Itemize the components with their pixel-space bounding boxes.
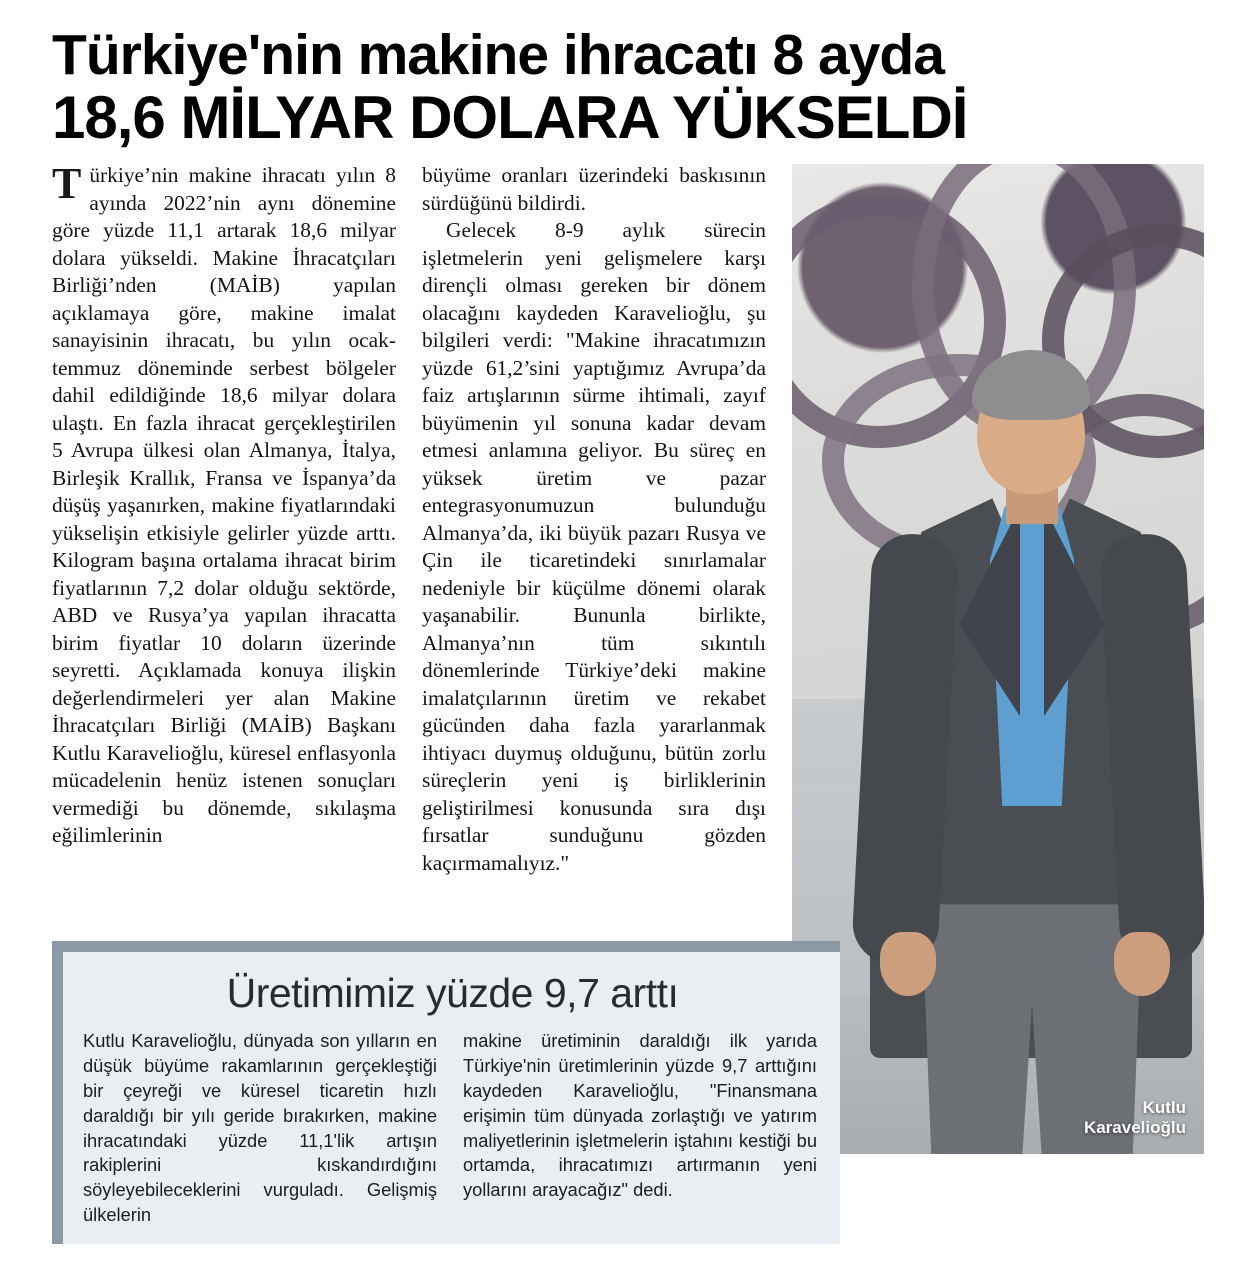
sidebar-box-column-2 [463, 1029, 817, 1228]
drop-cap: T [52, 159, 82, 209]
sidebar-box-columns [83, 1029, 822, 1228]
sidebar-box-text-1: Kutlu Karavelioğlu, dünyada son yılların en düşük büyüme rakamlarının gerçekleştiği bir çeyreği ve küresel ticaretin hızlı daraldığı bir yılı geride bırakırken, makine ihracatındaki yüzde 11,1'lik artışın rakiplerini kıskandırdığını söyleyebileceklerini vurguladı. Gelişmiş ülkelerin [83, 1030, 437, 1226]
article-paragraph [52, 159, 396, 850]
headline-line-2: 18,6 MİLYAR DOLARA YÜKSELDİ [52, 83, 968, 151]
photo-caption-line-1: Kutlu [1142, 1098, 1186, 1118]
column-1-text: ürkiye’nin makine ihracatı yılın 8 ayında 2022’nin aynı dönemine göre yüzde 11,1 artarak 18,6 milyar dolara yükseldi. Makine İhracatçıları Birliği’nden (MAİB) yapılan açıklamaya göre, makine imalat sanayisinin ihracatı, bu yılın ocak-temmuz döneminde serbest bölgeler dahil edildiğinde 18,6 milyar dolara ulaştı. En fazla ihracat gerçekleştirilen 5 Avrupa ülkesi olan Almanya, İtalya, Birleşik Krallık, Fransa ve İspanya’da düşüş yaşanırken, makine fiyatlarındaki yükselişin etkisiyle gelirler yüzde arttı. Kilogram başına ortalama ihracat birim fiyatlarının 7,2 dolar olduğu sektörde, ABD ve Rusya’ya yapılan ihracatta birim fiyatlar 10 doların üzerinde seyretti. Açıklamada konuya ilişkin değerlendirmeleri yer alan Makine İhracatçıları Birliği (MAİB) Başkanı Kutlu Karavelioğlu, küresel enflasyonla mücadelenin henüz istenen sonuçları vermediği bu dönemde, sıkılaşma eğilimlerinin [52, 163, 396, 848]
column-2-paragraph-2: Gelecek 8-9 aylık sürecin işletmelerin yeni gelişmelere karşı dirençli olması gereken bir dönem olacağını kaydeden Karavelioğlu, şu bilgileri verdi: "Makine ihracatımızın yüzde 61,2’sini yaptığımız Avrupa’da faiz artışlarının sürme ihtimali, zayıf büyümenin yıl sonuna kadar devam etmesi anlamına geliyor. Bu süreç en yüksek üretim ve pazar entegrasyonumuzun bulunduğu Almanya’da, iki büyük pazarı Rusya ve Çin ile ticaretindeki sınırlamalar nedeniyle bir küçülme dönemi olarak yaşanabilir. Bununla birlikte, Almanya’nın tüm sıkıntılı dönemlerinde Türkiye’deki makine imalatçılarının üretim ve rekabet gücünden daha fazla yararlanmak ihtiyacı duymuş olduğunu, bütün zorlu süreçlerin yeni iş birliklerinin geliştirilmesi konusunda sıra dışı fırsatlar sunduğunu gözden kaçırmamalıyız." [422, 218, 766, 875]
portrait-photo [792, 164, 1204, 1154]
sidebar-box-text-2: makine üretiminin daraldığı ilk yarıda Türkiye'nin üretimlerinin yüzde 9,7 arttığını kaydeden Karavelioğlu, "Finansmana erişimin tüm dünyada zorlaştığı ve yatırım maliyetlerinin işletmelerin iştahını kestiği bu ortamda, ihracatımızı artırmanın yeni yollarını arayacağız" dedi. [463, 1030, 817, 1201]
photo-caption [1084, 1098, 1186, 1138]
person-figure [792, 284, 1204, 1154]
headline-line-1: Türkiye'nin makine ihracatı 8 ayda [52, 23, 944, 87]
column-2-paragraph-1: büyüme oranları üzerindeki baskısının sürdüğünü bildirdi. [422, 163, 766, 215]
sidebar-box [52, 941, 840, 1244]
figure-hair [972, 350, 1090, 420]
figure-hand-left [880, 932, 936, 996]
page-title [52, 23, 1204, 151]
photo-caption-line-2: Karavelioğlu [1083, 1118, 1186, 1138]
article-column-2 [422, 162, 766, 877]
article-column-1 [52, 159, 396, 850]
sidebar-box-column-1 [83, 1029, 437, 1228]
figure-hand-right [1114, 932, 1170, 996]
sidebar-box-title: Üretimimiz yüzde 9,7 arttı [226, 970, 679, 1016]
